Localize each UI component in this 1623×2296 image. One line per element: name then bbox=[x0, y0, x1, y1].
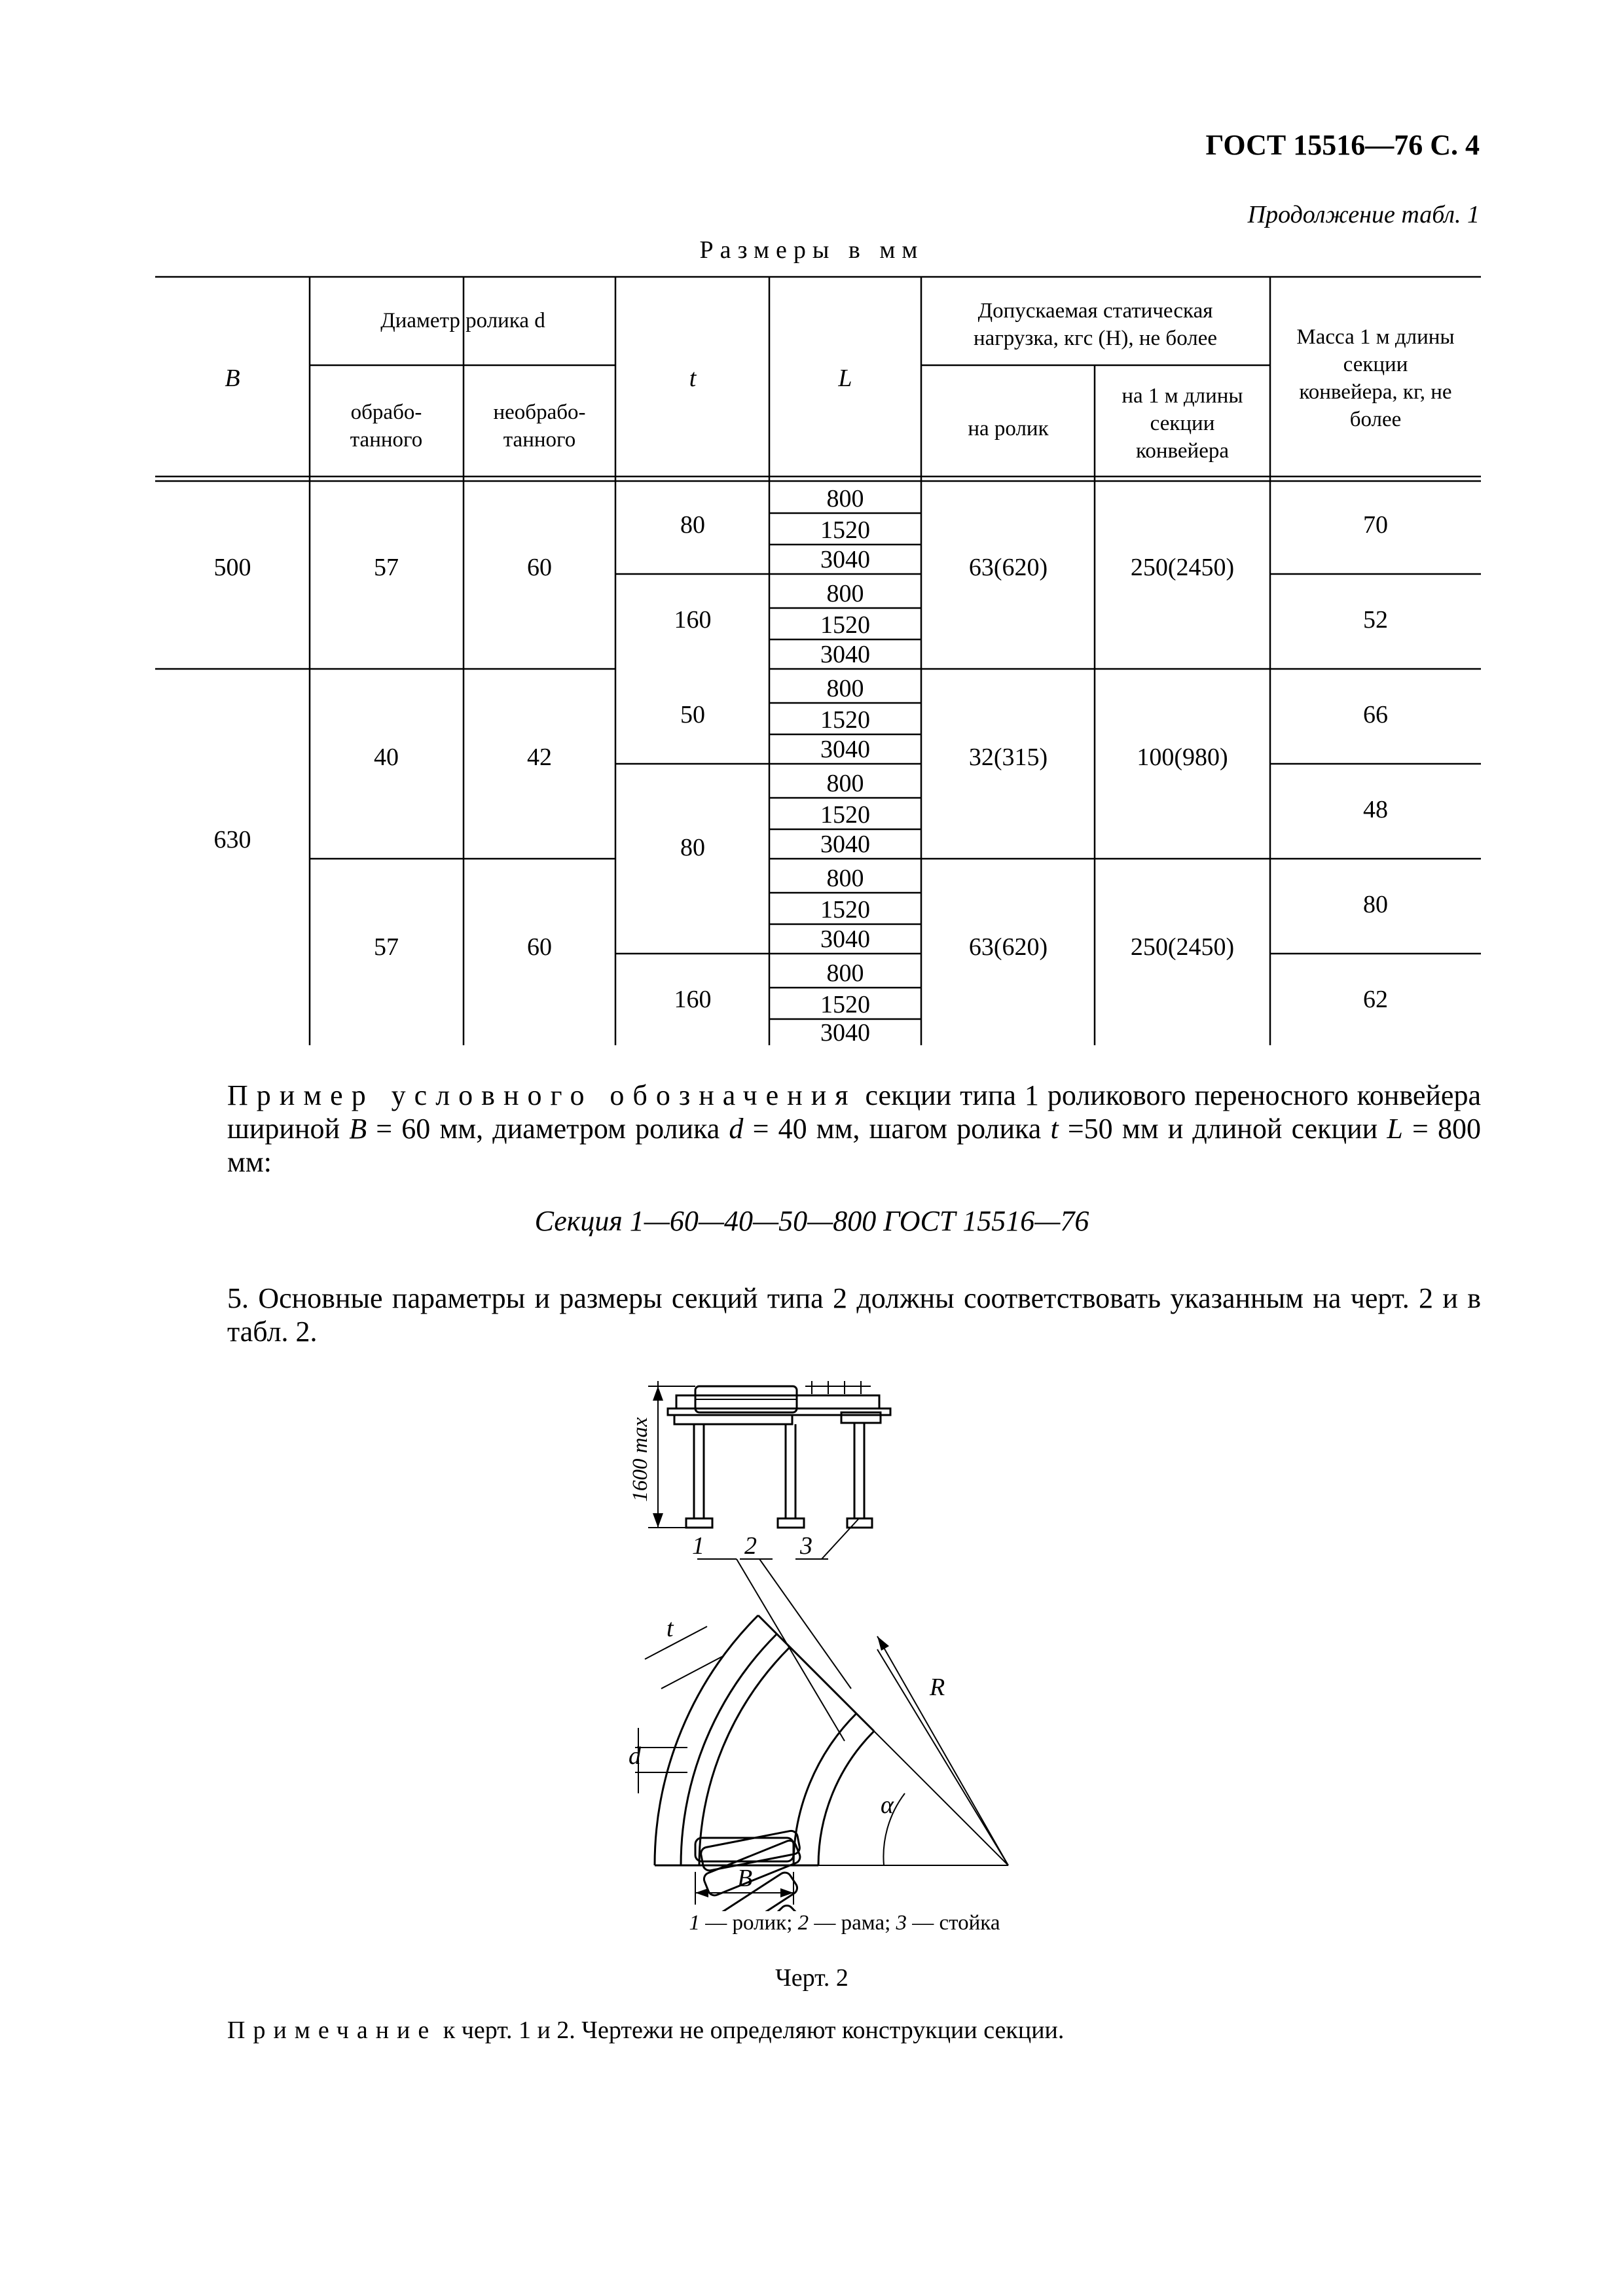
cell-l: 800 bbox=[826, 865, 864, 892]
cell-d-processed: 57 bbox=[374, 933, 399, 961]
header-roller-diameter: Диаметр ролика d bbox=[380, 309, 545, 332]
table-units-label: Размеры в мм bbox=[699, 236, 924, 264]
example-text-4: =50 мм и длиной секции bbox=[1058, 1113, 1387, 1145]
section-5-text: 5. Основные параметры и размеры секций типа 2 должны соответствовать указанным на черт. 2 и в табл. 2. bbox=[227, 1282, 1481, 1348]
header-load-2: нагрузка, кгс (Н), не более bbox=[973, 327, 1218, 350]
callout-2: 2 bbox=[744, 1532, 757, 1560]
legend-text-3: — стойка bbox=[907, 1911, 1000, 1935]
cell-d-unprocessed: 60 bbox=[527, 554, 552, 581]
cell-mass: 48 bbox=[1363, 796, 1388, 823]
example-paragraph bbox=[227, 1079, 1481, 1179]
cell-d-processed: 57 bbox=[374, 554, 399, 581]
elevation-view bbox=[648, 1381, 890, 1528]
table-continuation-label: Продолжение табл. 1 bbox=[1247, 201, 1480, 228]
callout-1: 1 bbox=[692, 1532, 704, 1560]
cell-l: 1520 bbox=[820, 991, 870, 1018]
label-height-max: 1600 max bbox=[629, 1417, 652, 1502]
dimensions-table bbox=[0, 0, 1623, 1060]
cell-l: 800 bbox=[826, 675, 864, 702]
header-mass-2: секции bbox=[1343, 353, 1408, 376]
page-header-title: ГОСТ 15516—76 С. 4 bbox=[1205, 129, 1480, 161]
section-5-paragraph bbox=[227, 1282, 1481, 1348]
example-text-3: = 40 мм, шагом ролика bbox=[743, 1113, 1051, 1145]
note-heading: Примечание bbox=[227, 2017, 437, 2044]
example-text-1: секции типа 1 роликового переносного конвейера шириной bbox=[227, 1079, 1481, 1145]
cell-l: 3040 bbox=[820, 1019, 870, 1047]
header-load-meter-1: на 1 м длины bbox=[1122, 384, 1243, 408]
cell-t: 80 bbox=[680, 834, 705, 861]
cell-l: 1520 bbox=[820, 896, 870, 924]
legend-text-2: — рама; bbox=[809, 1911, 896, 1935]
example-d: d bbox=[729, 1113, 744, 1145]
header-unprocessed-2: танного bbox=[503, 428, 576, 452]
note-paragraph bbox=[227, 2016, 1471, 2045]
cell-l: 1520 bbox=[820, 611, 870, 639]
cell-t: 80 bbox=[680, 511, 705, 539]
plan-view bbox=[635, 1615, 1008, 1911]
label-d: d bbox=[629, 1742, 641, 1770]
cell-d-unprocessed: 60 bbox=[527, 933, 552, 961]
header-processed-2: танного bbox=[350, 428, 423, 452]
cell-d-unprocessed: 42 bbox=[527, 744, 552, 771]
cell-mass: 80 bbox=[1363, 891, 1388, 918]
example-text-5: = 800 мм: bbox=[227, 1113, 1481, 1178]
cell-mass: 62 bbox=[1363, 986, 1388, 1013]
cell-l: 3040 bbox=[820, 831, 870, 858]
cell-load-meter: 250(2450) bbox=[1130, 554, 1235, 581]
header-load-meter-3: конвейера bbox=[1135, 439, 1230, 463]
header-mass-3: конвейера, кг, не bbox=[1299, 380, 1452, 404]
cell-l: 3040 bbox=[820, 736, 870, 763]
header-mass-4: более bbox=[1349, 408, 1402, 431]
header-mass-1: Масса 1 м длины bbox=[1296, 325, 1455, 349]
cell-l: 800 bbox=[826, 580, 864, 607]
cell-l: 3040 bbox=[820, 925, 870, 953]
cell-l: 1520 bbox=[820, 801, 870, 829]
cell-load-meter: 100(980) bbox=[1137, 744, 1228, 771]
cell-t: 160 bbox=[674, 606, 712, 634]
header-load-1: Допускаемая статическая bbox=[977, 299, 1213, 323]
cell-d-processed: 40 bbox=[374, 744, 399, 771]
example-text-2: = 60 мм, диаметром ролика bbox=[367, 1113, 729, 1145]
cell-mass: 66 bbox=[1363, 701, 1388, 728]
cell-mass: 52 bbox=[1363, 606, 1388, 634]
example-t: t bbox=[1050, 1113, 1059, 1145]
drawing-title: Черт. 2 bbox=[775, 1964, 848, 1992]
cell-b: 630 bbox=[213, 826, 251, 853]
example-b: B bbox=[349, 1113, 367, 1145]
cell-load-roller: 32(315) bbox=[968, 744, 1048, 771]
label-r: R bbox=[930, 1674, 945, 1701]
cell-l: 3040 bbox=[820, 546, 870, 573]
header-unprocessed-1: необрабо- bbox=[493, 401, 586, 424]
drawing-legend bbox=[484, 1911, 1205, 1935]
drawing-section-type-2 bbox=[0, 1361, 1623, 1911]
cell-load-roller: 63(620) bbox=[968, 933, 1048, 961]
cell-l: 3040 bbox=[820, 641, 870, 668]
header-b: B bbox=[225, 365, 240, 392]
legend-number-1: 1 bbox=[689, 1911, 700, 1935]
l-column bbox=[820, 485, 870, 1047]
legend-number-2: 2 bbox=[797, 1911, 809, 1935]
legend-number-3: 3 bbox=[896, 1911, 907, 1935]
label-b: B bbox=[737, 1865, 753, 1892]
label-alpha: α bbox=[881, 1791, 894, 1819]
cell-load-meter: 250(2450) bbox=[1130, 933, 1235, 961]
callout-3: 3 bbox=[800, 1532, 812, 1560]
label-t: t bbox=[666, 1615, 674, 1642]
example-spaced-heading: Пример условного обозначения bbox=[227, 1079, 857, 1111]
header-l: L bbox=[838, 365, 852, 392]
cell-t: 50 bbox=[680, 701, 705, 728]
note-text: к черт. 1 и 2. Чертежи не определяют конструкции секции. bbox=[437, 2017, 1065, 2044]
example-l: L bbox=[1387, 1113, 1403, 1145]
cell-l: 800 bbox=[826, 485, 864, 512]
cell-load-roller: 63(620) bbox=[968, 554, 1048, 581]
cell-l: 1520 bbox=[820, 516, 870, 544]
header-processed-1: обрабо- bbox=[350, 401, 422, 424]
cell-l: 800 bbox=[826, 960, 864, 987]
header-t: t bbox=[689, 365, 697, 392]
example-designation: Секция 1—60—40—50—800 ГОСТ 15516—76 bbox=[534, 1205, 1089, 1237]
header-load-roller: на ролик bbox=[968, 417, 1049, 440]
cell-l: 1520 bbox=[820, 706, 870, 734]
header-load-meter-2: секции bbox=[1150, 412, 1215, 435]
cell-l: 800 bbox=[826, 770, 864, 797]
cell-mass: 70 bbox=[1363, 511, 1388, 539]
cell-t: 160 bbox=[674, 986, 712, 1013]
cell-b: 500 bbox=[213, 554, 251, 581]
legend-text-1: — ролик; bbox=[699, 1911, 798, 1935]
